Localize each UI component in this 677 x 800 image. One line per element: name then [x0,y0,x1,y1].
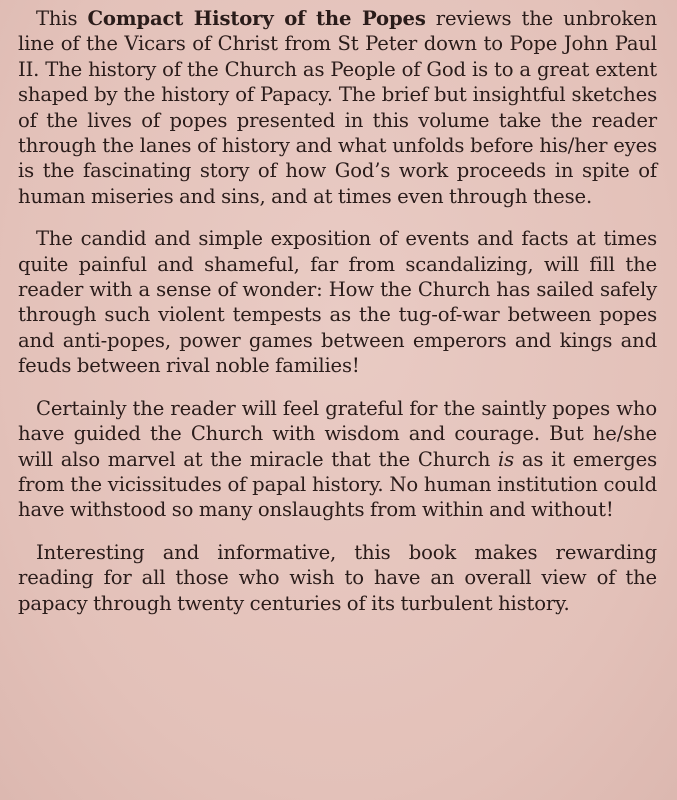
blurb-paragraph-3 [18,396,657,523]
p1-intro: This [36,7,88,30]
p3-body: as it emerges from the vicissitudes of papal history. No human institution could have withstood so many onslaughts from within and without! [18,447,657,522]
blurb-paragraph-4: Interesting and informative, this book makes rewarding reading for all those who wish to have an overall view of the papacy through twenty centuries of its turbulent history. [18,540,657,615]
p1-body: reviews the unbroken line of the Vicars of Christ from St Peter down to Pope John Paul II. The history of the Church as People of God is to a great extent shaped by the history of Papacy. The brief but insightful sketches of the lives of popes presented in this volume take the reader through the lanes of history and what unfolds before his/her eyes is the fascinating story of how God’s work proceeds in spite of human miseries and sins, and at times even through these. [18,7,657,208]
emphasis-is: is [498,447,515,471]
blurb-paragraph-1 [18,6,657,209]
book-title: Compact History of the Popes [87,7,426,30]
p3-intro: Certainly the reader will feel grateful for the saintly popes who have guided the Church with wisdom and courage. But he/she will also marvel at the miracle that the Church [18,396,657,471]
blurb-paragraph-2: The candid and simple exposition of events and facts at times quite painful and shameful, far from scandalizing, will fill the reader with a sense of wonder: How the Church has sailed safely through such violent tempests as the tug-of-war between popes and anti-popes, power games between emperors and kings and feuds between rival noble families! [18,227,657,378]
